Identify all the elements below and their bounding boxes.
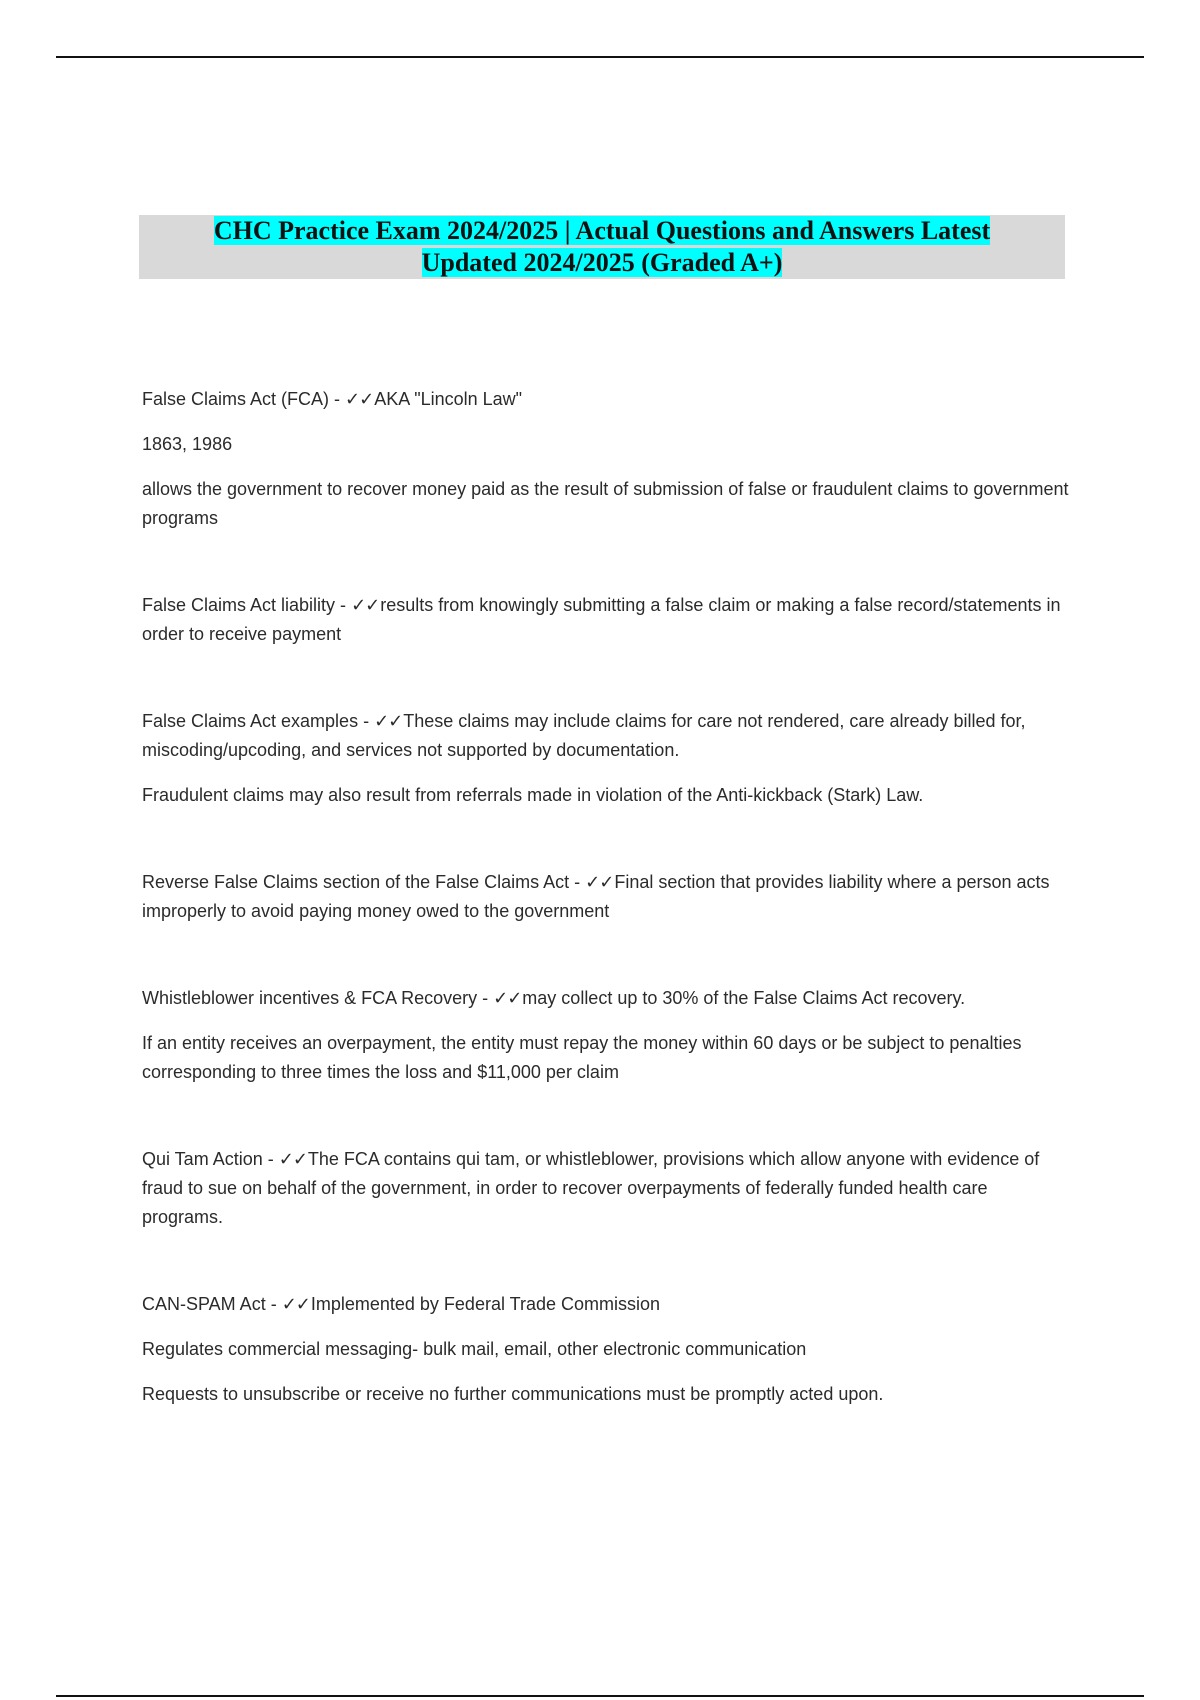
- answer: The FCA contains qui tam, or whistleblower, provisions which allow anyone with evidence of fraud to sue on behalf of the government, in order to recover overpayments of federally funded health care programs.: [142, 1149, 1040, 1227]
- check-icon: ✓✓: [585, 872, 614, 892]
- qa-entry: [142, 385, 1072, 533]
- answer: Final section that provides liability where a person acts improperly to avoid paying money owed to the government: [142, 872, 1050, 921]
- document-title: [139, 215, 1065, 279]
- title-line-2: Updated 2024/2025 (Graded A+): [421, 248, 783, 277]
- qa-entry: [142, 591, 1072, 649]
- check-icon: ✓✓: [278, 1149, 307, 1169]
- qa-question: [142, 984, 1072, 1013]
- check-icon: ✓✓: [374, 711, 403, 731]
- check-icon: ✓✓: [351, 595, 380, 615]
- qa-entry: [142, 984, 1072, 1087]
- term: CAN-SPAM Act -: [142, 1294, 282, 1314]
- qa-entry: [142, 707, 1072, 810]
- bottom-rule: [56, 1695, 1144, 1697]
- check-icon: ✓✓: [281, 1294, 310, 1314]
- qa-question: [142, 707, 1072, 765]
- answer-detail: Regulates commercial messaging- bulk mail, email, other electronic communication: [142, 1339, 807, 1359]
- qa-question: [142, 591, 1072, 649]
- answer: may collect up to 30% of the False Claims Act recovery.: [522, 988, 966, 1008]
- title-line-1: CHC Practice Exam 2024/2025 | Actual Questions and Answers Latest: [213, 216, 991, 245]
- qa-content: [142, 385, 1072, 1425]
- answer-detail: If an entity receives an overpayment, the entity must repay the money within 60 days or be subject to penalties corresponding to three times the loss and $11,000 per claim: [142, 1033, 1022, 1082]
- answer-detail: allows the government to recover money paid as the result of submission of false or fraudulent claims to government programs: [142, 479, 1069, 528]
- check-icon: ✓✓: [345, 389, 374, 409]
- qa-entry: [142, 868, 1072, 926]
- answer-detail: Fraudulent claims may also result from referrals made in violation of the Anti-kickback (Stark) Law.: [142, 785, 924, 805]
- qa-entry: [142, 1145, 1072, 1232]
- term: False Claims Act liability -: [142, 595, 352, 615]
- qa-question: [142, 868, 1072, 926]
- answer: AKA "Lincoln Law": [374, 389, 523, 409]
- term: False Claims Act (FCA) -: [142, 389, 346, 409]
- term: Whistleblower incentives & FCA Recovery -: [142, 988, 494, 1008]
- answer: These claims may include claims for care not rendered, care already billed for, miscoding/upcoding, and services not supported by documentation.: [142, 711, 1026, 760]
- answer-detail: 1863, 1986: [142, 434, 233, 454]
- term: False Claims Act examples -: [142, 711, 375, 731]
- term: Qui Tam Action -: [142, 1149, 279, 1169]
- term: Reverse False Claims section of the False Claims Act -: [142, 872, 586, 892]
- qa-question: [142, 1145, 1072, 1232]
- qa-question: [142, 385, 1072, 414]
- check-icon: ✓✓: [493, 988, 522, 1008]
- answer: Implemented by Federal Trade Commission: [310, 1294, 661, 1314]
- answer-detail: Requests to unsubscribe or receive no further communications must be promptly acted upon.: [142, 1384, 884, 1404]
- top-rule: [56, 56, 1144, 58]
- qa-entry: [142, 1290, 1072, 1409]
- answer: results from knowingly submitting a false claim or making a false record/statements in order to receive payment: [142, 595, 1061, 644]
- qa-question: [142, 1290, 1072, 1319]
